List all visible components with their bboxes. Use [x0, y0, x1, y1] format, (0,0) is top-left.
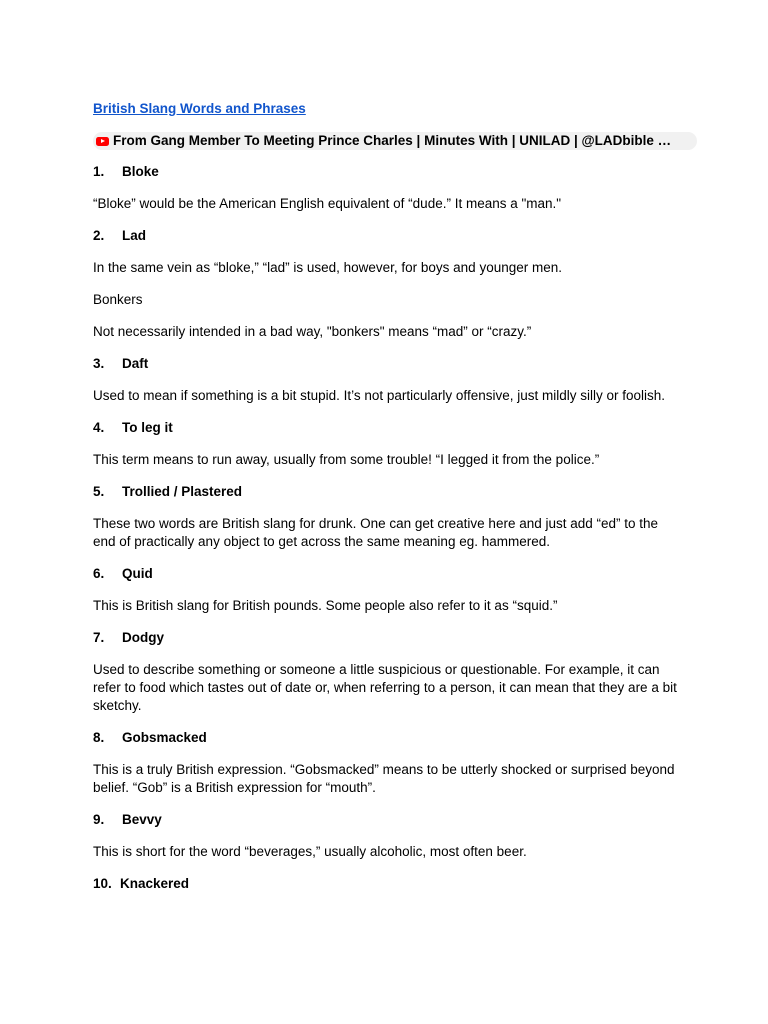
item-number: 6. [93, 566, 105, 581]
item-heading [93, 629, 683, 647]
item-number: 4. [93, 420, 105, 435]
item-number: 7. [93, 630, 105, 645]
item-heading [93, 875, 683, 893]
item-term: Trollied / Plastered [122, 484, 243, 499]
item-term: Knackered [120, 876, 190, 891]
item-heading [93, 163, 683, 181]
item-term: Daft [122, 356, 149, 371]
item-term: Dodgy [122, 630, 164, 645]
item-description: Used to describe something or someone a little suspicious or questionable. For example, it can refer to food which tastes out of date or, when referring to a person, it can mean that they are a bit sketchy. [93, 662, 677, 713]
item-term: To leg it [122, 420, 173, 435]
item-description: This is short for the word “beverages,” usually alcoholic, most often beer. [93, 844, 527, 859]
item-term: Quid [122, 566, 153, 581]
item-term: Gobsmacked [122, 730, 207, 745]
youtube-icon [96, 137, 109, 146]
item-number: 10. [93, 876, 112, 891]
video-smart-chip[interactable] [93, 132, 697, 150]
item-description: This term means to run away, usually from some trouble! “I legged it from the police.” [93, 452, 600, 467]
item-heading [93, 355, 683, 373]
item-heading [93, 483, 683, 501]
item-number: 8. [93, 730, 105, 745]
item-number: 3. [93, 356, 105, 371]
item-term: Lad [122, 228, 147, 243]
item-description: This is British slang for British pounds. Some people also refer to it as “squid.” [93, 598, 558, 613]
item-number: 9. [93, 812, 105, 827]
item-description: These two words are British slang for drunk. One can get creative here and just add “ed” to the end of practically any object to get across the same meaning eg. hammered. [93, 516, 659, 549]
document-page [93, 100, 683, 907]
item-number: 1. [93, 164, 105, 179]
item-heading [93, 811, 683, 829]
item-term: Bloke [122, 164, 159, 179]
item-description: Used to mean if something is a bit stupid. It’s not particularly offensive, just mildly silly or foolish. [93, 388, 666, 403]
plain-term: Bonkers [93, 292, 143, 307]
video-title: From Gang Member To Meeting Prince Charles | Minutes With | UNILAD | @LADbible … [113, 133, 672, 148]
item-description: In the same vein as “bloke,” “lad” is used, however, for boys and younger men. [93, 260, 562, 275]
item-description: Not necessarily intended in a bad way, "bonkers" means “mad” or “crazy.” [93, 324, 532, 339]
item-heading [93, 227, 683, 245]
title-link[interactable]: British Slang Words and Phrases [93, 101, 306, 116]
item-description: “Bloke” would be the American English equivalent of “dude.” It means a "man." [93, 196, 562, 211]
item-heading [93, 419, 683, 437]
item-heading [93, 565, 683, 583]
item-term: Bevvy [122, 812, 162, 827]
item-heading [93, 729, 683, 747]
item-number: 2. [93, 228, 105, 243]
item-number: 5. [93, 484, 105, 499]
item-description: This is a truly British expression. “Gobsmacked” means to be utterly shocked or surprised beyond belief. “Gob” is a British expression for “mouth”. [93, 762, 675, 795]
